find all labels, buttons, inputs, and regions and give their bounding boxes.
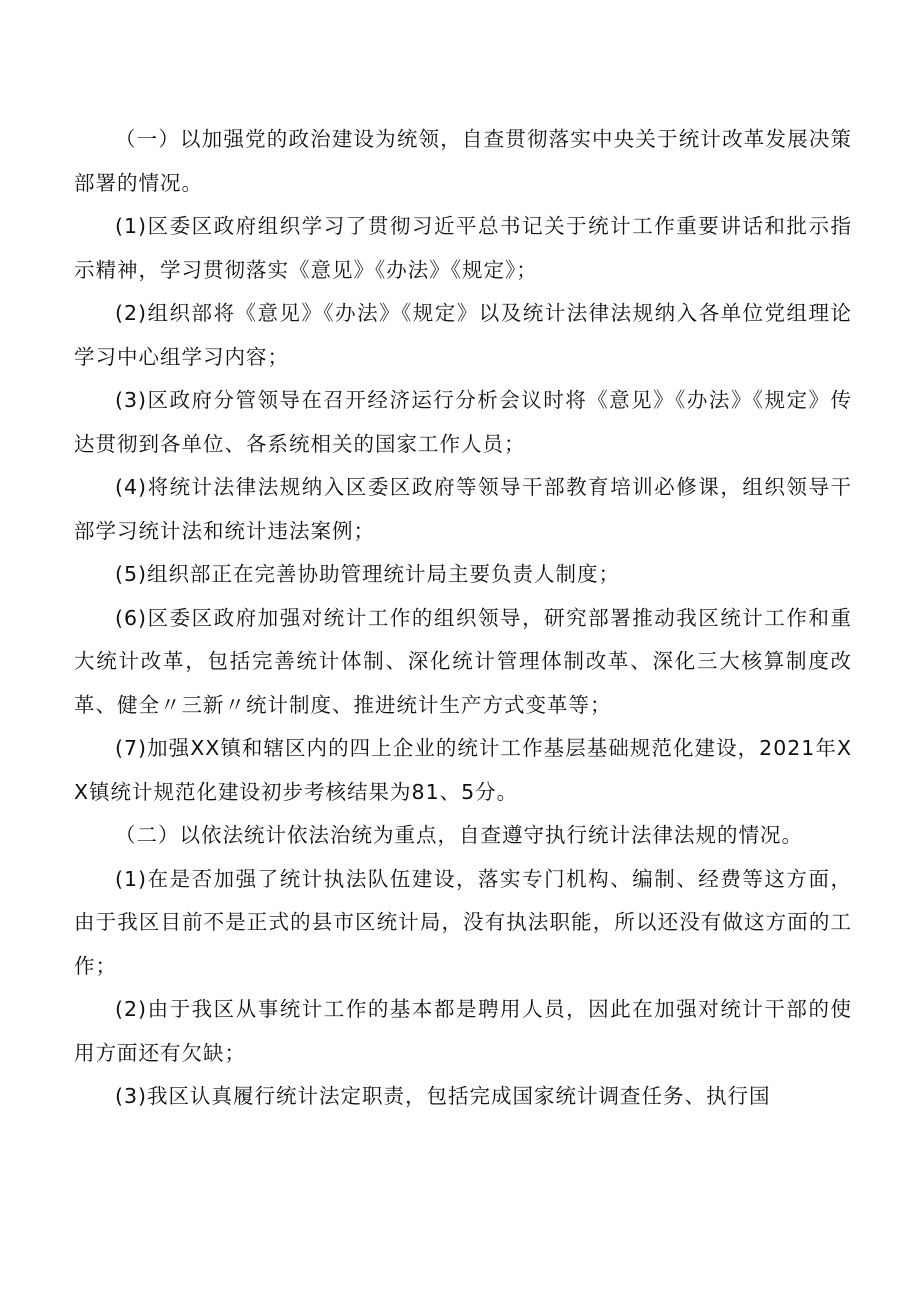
list-item-2-1: (1)在是否加强了统计执法队伍建设，落实专门机构、编制、经费等这方面，由于我区目前不是正式的县市区统计局，没有执法职能，所以还没有做这方面的工作； [74,866,852,978]
section-heading-2: （二）以依法统计依法治统为重点，自查遵守执行统计法律法规的情况。 [115,823,803,847]
list-item-1-1: (1)区委区政府组织学习了贯彻习近平总书记关于统计工作重要讲话和批示指示精神，学习贯彻落实《意见》《办法》《规定》； [74,214,852,282]
list-item-1-5: (5)组织部正在完善协助管理统计局主要负责人制度； [115,562,621,586]
list-item-1-6: (6)区委区政府加强对统计工作的组织领导，研究部署推动我区统计工作和重大统计改革，包括完善统计体制、深化统计管理体制改革、深化三大核算制度改革、健全〃三新〃统计制度、推进统计生产方式变革等； [74,605,852,717]
list-item-1-2: (2)组织部将《意见》《办法》《规定》以及统计法律法规纳入各单位党组理论学习中心组学习内容； [74,301,852,369]
list-item-2-2: (2)由于我区从事统计工作的基本都是聘用人员，因此在加强对统计干部的使用方面还有欠缺； [74,997,852,1065]
list-item-2-3: (3)我区认真履行统计法定职责，包括完成国家统计调查任务、执行国 [115,1084,771,1108]
document-body [74,118,852,1119]
list-item-1-4: (4)将统计法律法规纳入区委区政府等领导干部教育培训必修课，组织领导干部学习统计法和统计违法案例； [74,475,852,543]
list-item-1-7: (7)加强XX镇和辖区内的四上企业的统计工作基层基础规范化建设，2021年XX镇统计规范化建设初步考核结果为81、5分。 [74,736,852,804]
section-heading-1: （一）以加强党的政治建设为统领，自查贯彻落实中央关于统计改革发展决策部署的情况。 [74,127,852,195]
list-item-1-3: (3)区政府分管领导在召开经济运行分析会议时将《意见》《办法》《规定》传达贯彻到各单位、各系统相关的国家工作人员； [74,388,852,456]
